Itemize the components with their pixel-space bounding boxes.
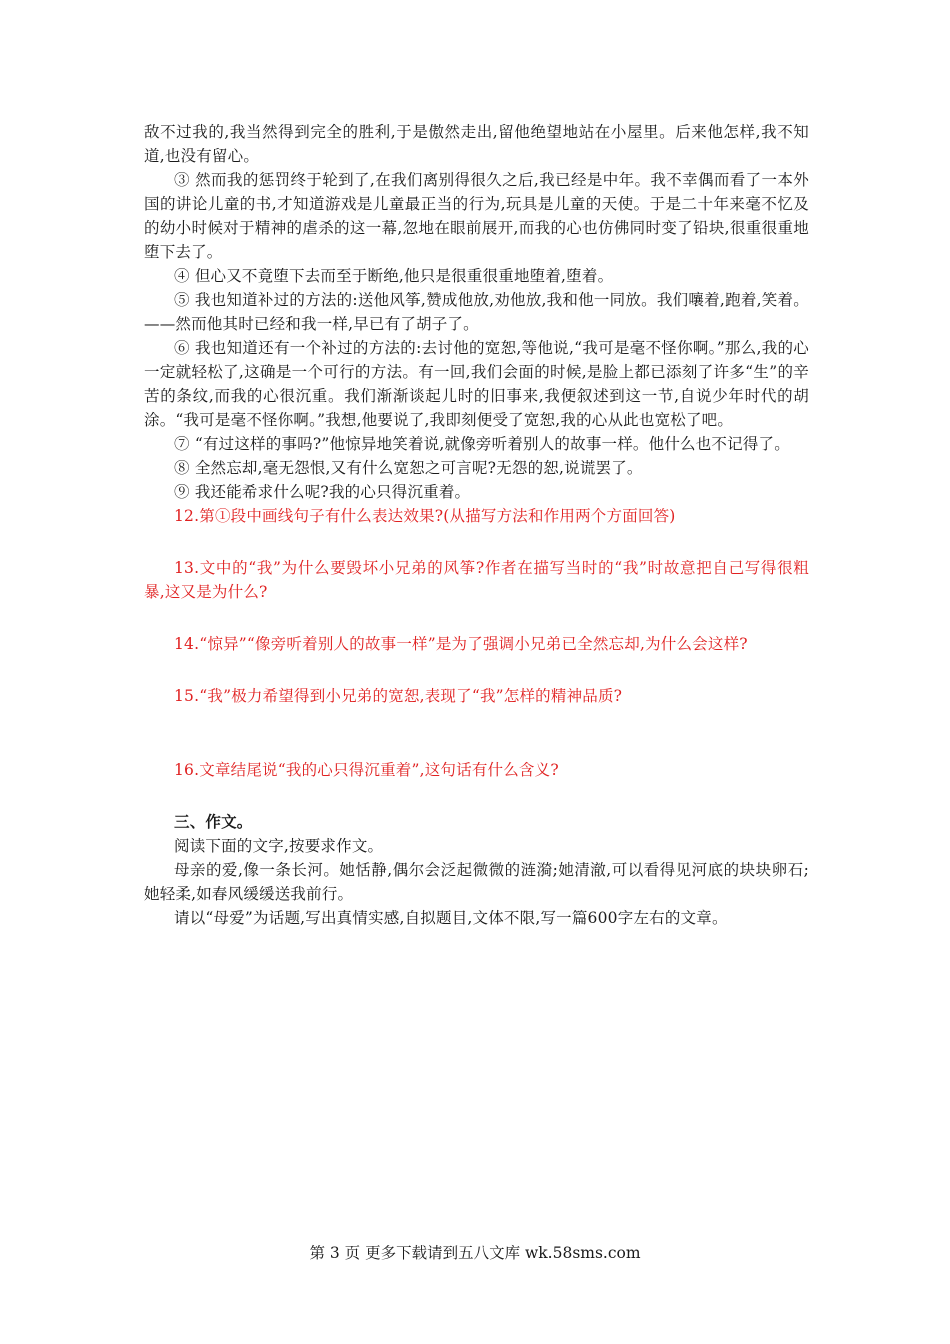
composition-requirement: 请以“母爱”为话题,写出真情实感,自拟题目,文体不限,写一篇600字左右的文章。: [174, 909, 728, 927]
paragraph-7: ⑦ “有过这样的事吗?”他惊异地笑着说,就像旁听着别人的故事一样。他什么也不记得了。: [174, 435, 790, 453]
composition-instruction: 阅读下面的文字,按要求作文。: [174, 837, 384, 855]
question-14: 14.“惊异”“像旁听着别人的故事一样”是为了强调小兄弟已全然忘却,为什么会这样?: [174, 635, 748, 653]
paragraph-continuation: 敌不过我的,我当然得到完全的胜利,于是傲然走出,留他绝望地站在小屋里。后来他怎样,我不知道,也没有留心。: [144, 123, 809, 165]
composition-heading: 三、作文。: [174, 813, 253, 831]
paragraph-6: ⑥ 我也知道还有一个补过的方法的:去讨他的宽恕,等他说,“我可是毫不怪你啊。”那么,我的心一定就轻松了,这确是一个可行的方法。有一回,我们会面的时候,是脸上都已添刻了许多“生”的辛苦的条纹,而我的心很沉重。我们渐渐谈起儿时的旧事来,我便叙述到这一节,自说少年时代的胡涂。“我可是毫不怪你啊。”我想,他要说了,我即刻便受了宽恕,我的心从此也宽松了吧。: [144, 339, 809, 429]
document-page: [144, 120, 809, 930]
question-12: 12.第①段中画线句子有什么表达效果?(从描写方法和作用两个方面回答): [174, 507, 676, 525]
page-footer: 第 3 页 更多下载请到五八文库 wk.58sms.com: [309, 1244, 641, 1262]
paragraph-5: ⑤ 我也知道补过的方法的:送他风筝,赞成他放,劝他放,我和他一同放。我们嚷着,跑着,笑着。——然而他其时已经和我一样,早已有了胡子了。: [144, 291, 809, 333]
composition-passage: 母亲的爱,像一条长河。她恬静,偶尔会泛起微微的涟漪;她清澈,可以看得见河底的块块卵石;她轻柔,如春风缓缓送我前行。: [144, 861, 809, 903]
question-16: 16.文章结尾说“我的心只得沉重着”,这句话有什么含义?: [174, 761, 559, 779]
paragraph-9: ⑨ 我还能希求什么呢?我的心只得沉重着。: [174, 483, 471, 501]
question-13: 13.文中的“我”为什么要毁坏小兄弟的风筝?作者在描写当时的“我”时故意把自己写得很粗暴,这又是为什么?: [144, 559, 809, 601]
question-15: 15.“我”极力希望得到小兄弟的宽恕,表现了“我”怎样的精神品质?: [174, 687, 623, 705]
paragraph-4: ④ 但心又不竟堕下去而至于断绝,他只是很重很重地堕着,堕着。: [174, 267, 614, 285]
paragraph-3: ③ 然而我的惩罚终于轮到了,在我们离别得很久之后,我已经是中年。我不幸偶而看了一本外国的讲论儿童的书,才知道游戏是儿童最正当的行为,玩具是儿童的天使。于是二十年来毫不忆及的幼小时候对于精神的虐杀的这一幕,忽地在眼前展开,而我的心也仿佛同时变了铅块,很重很重地堕下去了。: [144, 171, 809, 261]
paragraph-8: ⑧ 全然忘却,毫无怨恨,又有什么宽恕之可言呢?无怨的恕,说谎罢了。: [174, 459, 643, 477]
